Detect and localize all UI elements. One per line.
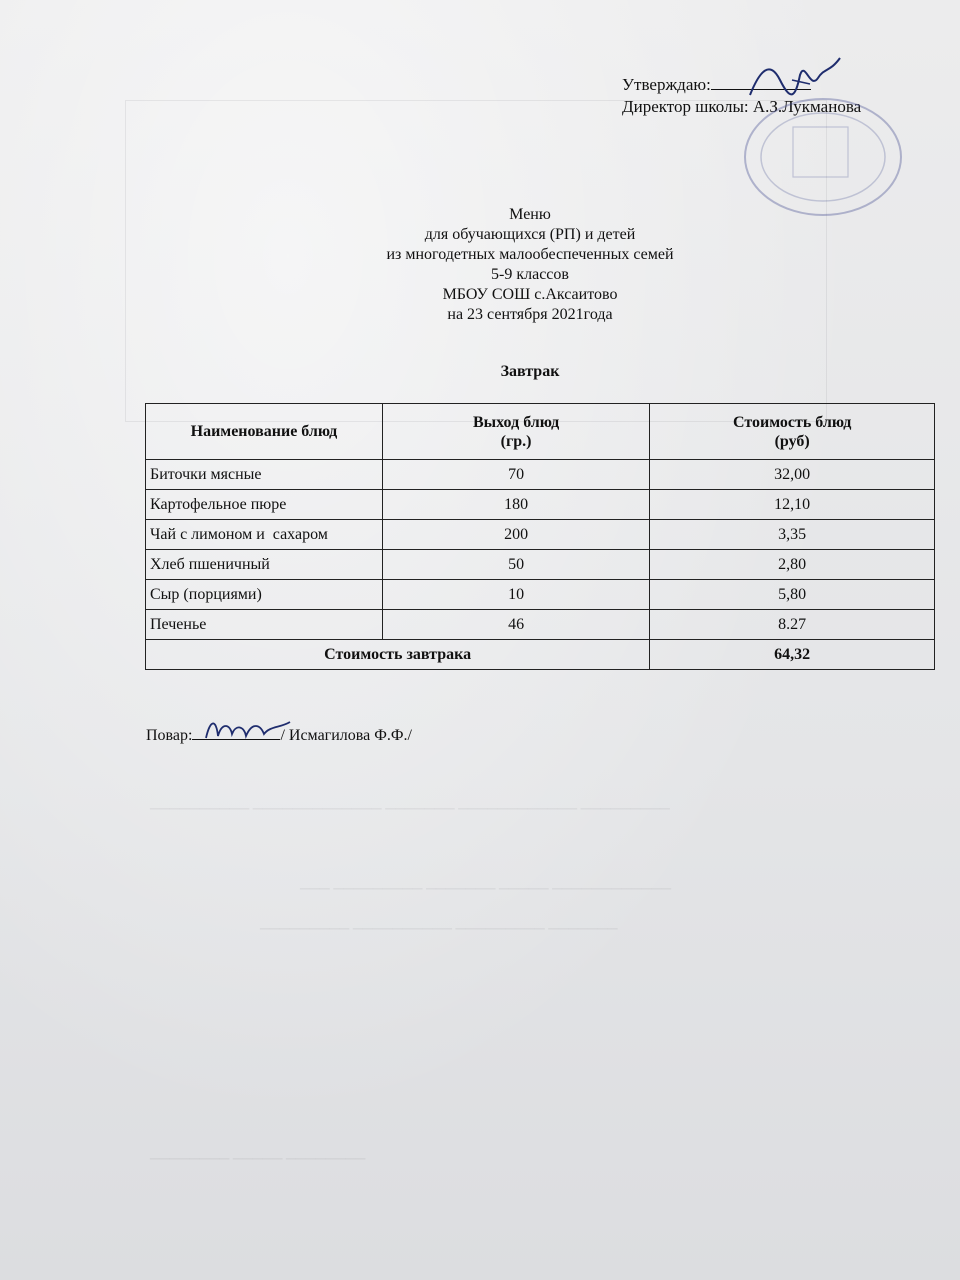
header-line: 5-9 классов [491, 266, 569, 283]
header-title: Меню [509, 206, 551, 223]
dish-output: 200 [382, 520, 649, 550]
column-header-name: Наименование блюд [146, 404, 383, 460]
table-row [146, 490, 935, 520]
dish-price: 32,00 [650, 460, 935, 490]
table-header-row [146, 404, 935, 460]
table-row [146, 610, 935, 640]
column-header-price: Стоимость блюд (руб) [650, 404, 935, 460]
table-row [146, 550, 935, 580]
header-line: МБОУ СОШ с.Аксаитово [442, 286, 618, 303]
total-label: Стоимость завтрака [146, 640, 650, 670]
dish-output: 70 [382, 460, 649, 490]
table-row [146, 580, 935, 610]
approve-label: Утверждаю: [622, 75, 711, 94]
document-header [330, 205, 730, 325]
dish-name: Сыр (порциями) [146, 580, 383, 610]
dish-price: 5,80 [650, 580, 935, 610]
header-line: из многодетных малообеспеченных семей [386, 246, 674, 263]
total-value: 64,32 [650, 640, 935, 670]
show-through-text: ──────── ───── ──────── [150, 1152, 366, 1167]
school-stamp [738, 92, 908, 222]
show-through-text: ───────── ──────────── ─────── ───────────── ────────── [150, 802, 670, 817]
dish-output: 10 [382, 580, 649, 610]
header-line: для обучающихся (РП) и детей [424, 226, 636, 243]
dish-output: 180 [382, 490, 649, 520]
dish-price: 2,80 [650, 550, 935, 580]
dish-price: 8.27 [650, 610, 935, 640]
header-date: на 23 сентября 2021года [447, 306, 613, 323]
dish-name: Биточки мясные [146, 460, 383, 490]
table-row [146, 520, 935, 550]
cook-label: Повар: [146, 727, 193, 744]
column-header-output: Выход блюд (гр.) [382, 404, 649, 460]
show-through-text: ─────── ───────── ────────── ───────── [260, 922, 618, 937]
dish-name: Печенье [146, 610, 383, 640]
table-row [146, 460, 935, 490]
dish-output: 50 [382, 550, 649, 580]
cook-signature [200, 712, 295, 748]
table-total-row [146, 640, 935, 670]
dish-price: 12,10 [650, 490, 935, 520]
dish-name: Чай с лимоном и сахаром [146, 520, 383, 550]
director-label: Директор школы: А.З.Лукманова [622, 97, 862, 116]
dish-name: Хлеб пшеничный [146, 550, 383, 580]
show-through-text: ──────────── ───── ─────── ───────── ─── [300, 882, 672, 897]
cook-name: / Исмагилова Ф.Ф./ [280, 727, 412, 744]
dish-price: 3,35 [650, 520, 935, 550]
dish-output: 46 [382, 610, 649, 640]
meal-title: Завтрак [500, 363, 560, 380]
dish-name: Картофельное пюре [146, 490, 383, 520]
menu-table [145, 403, 935, 670]
